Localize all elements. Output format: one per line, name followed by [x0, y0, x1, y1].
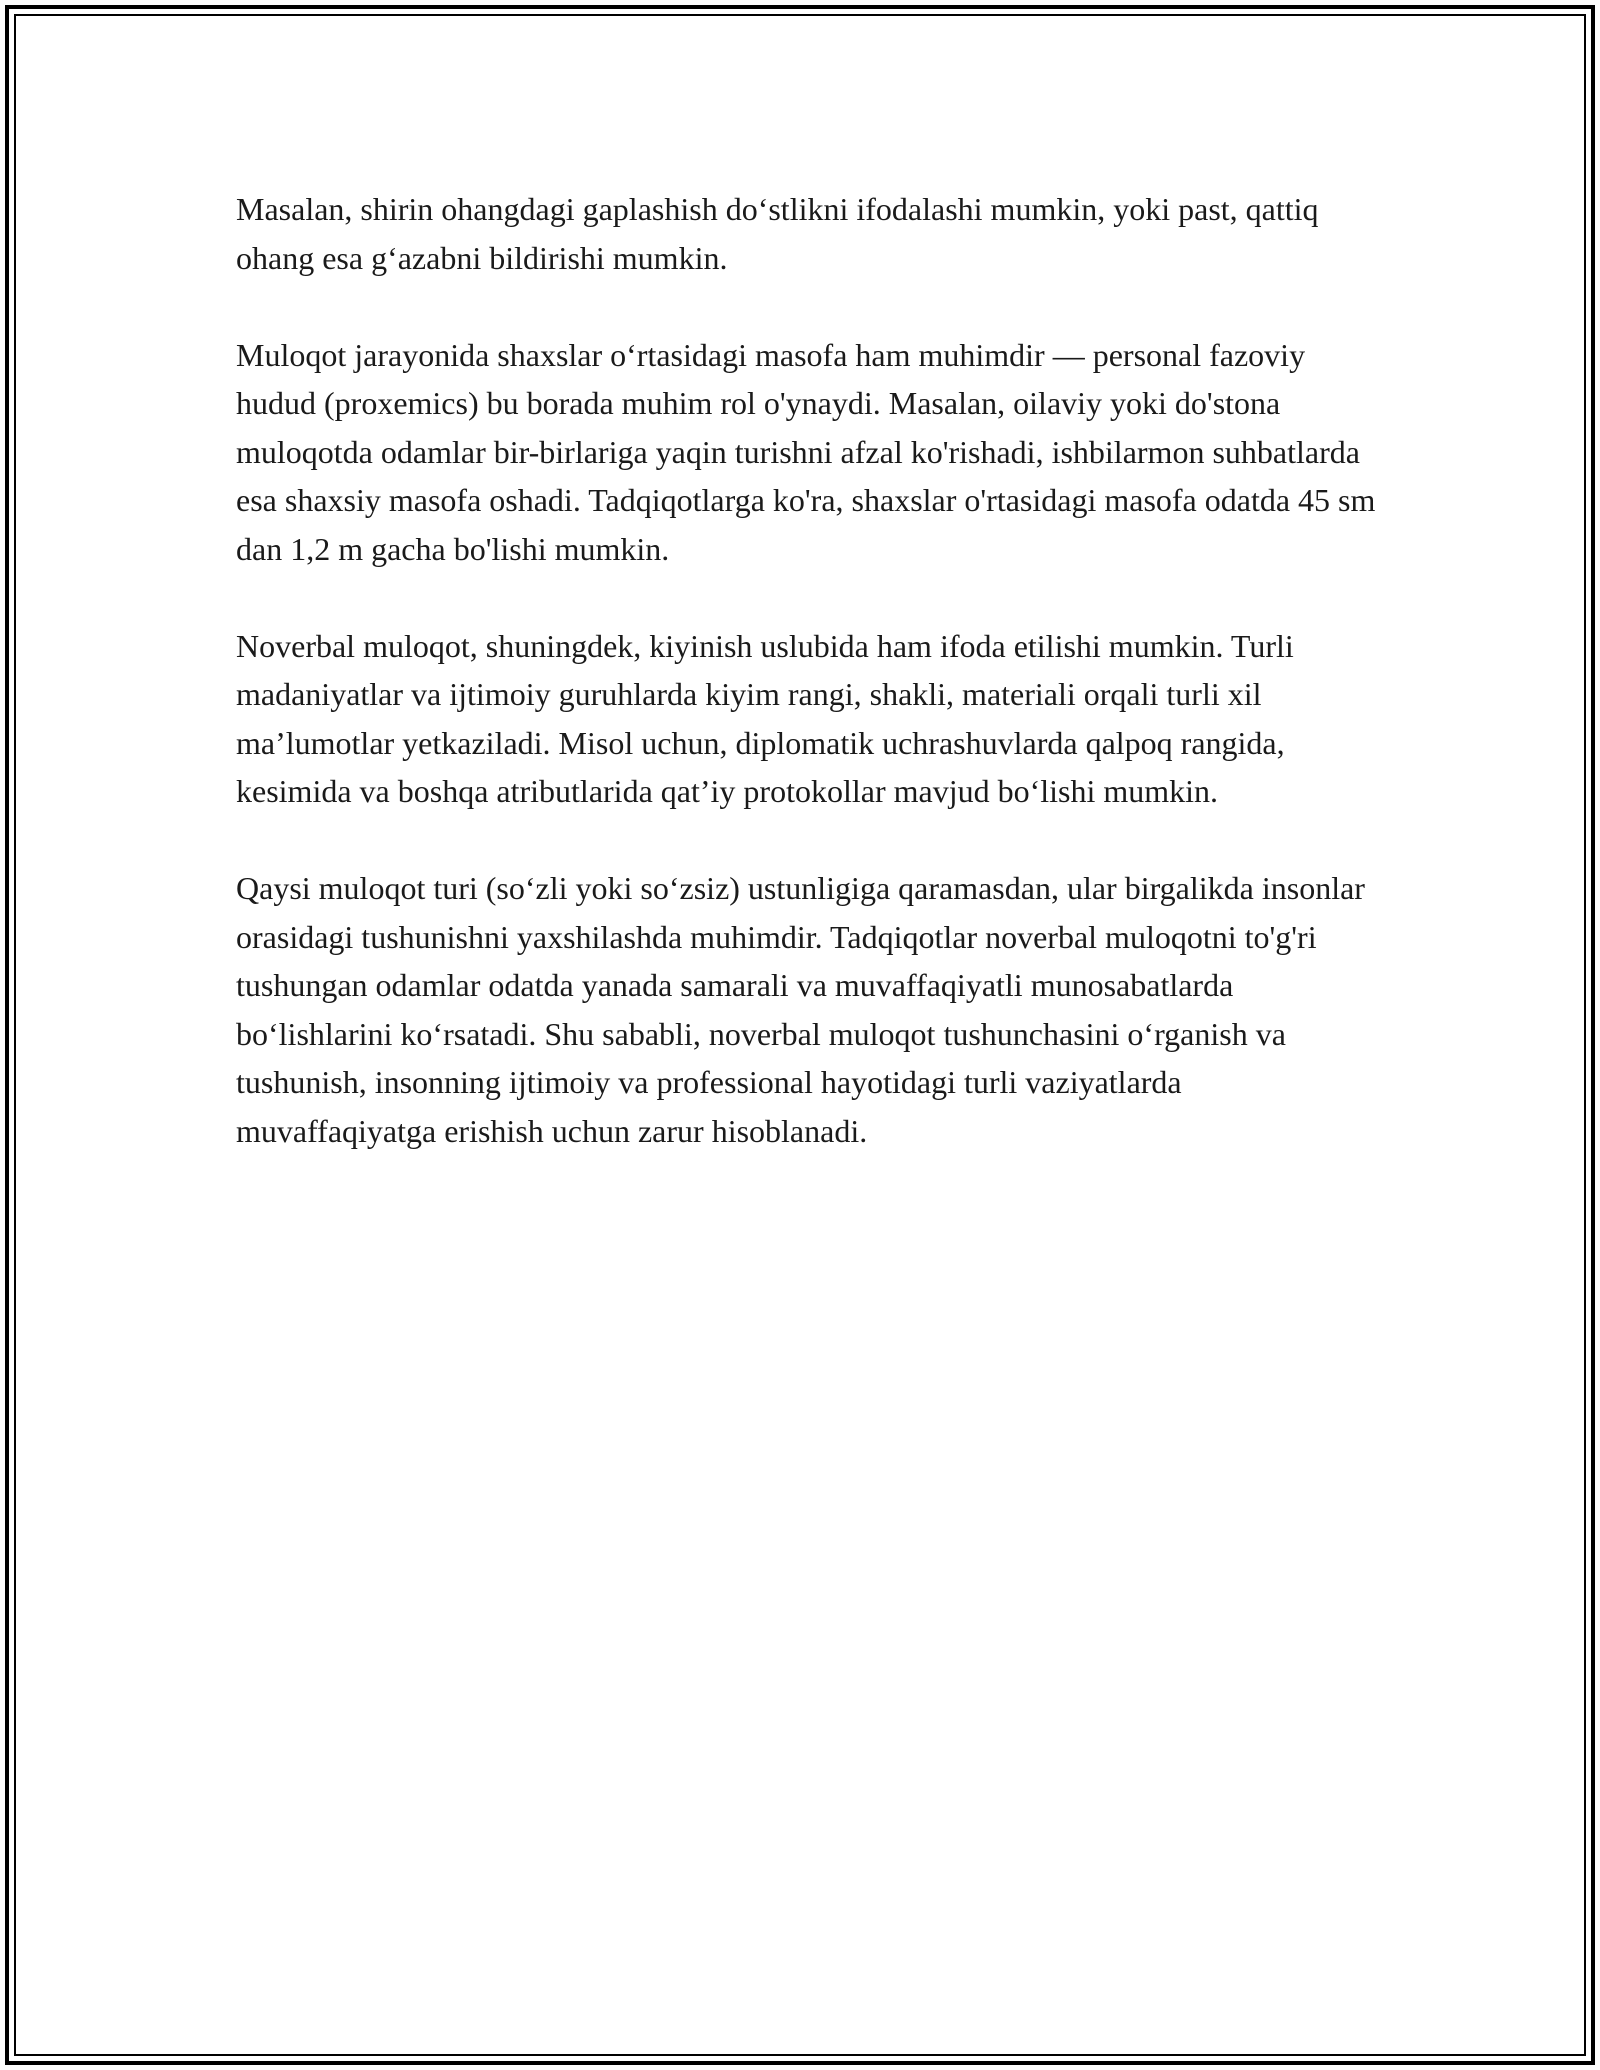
document-body [236, 185, 1386, 1204]
paragraph: Noverbal muloqot, shuningdek, kiyinish uslubida ham ifoda etilishi mumkin. Turli madaniyatlar va ijtimoiy guruhlarda kiyim rangi, shakli, materiali orqali turli xil ma’lumotlar yetkaziladi. Misol uchun, diplomatik uchrashuvlarda qalpoq rangida, kesimida va boshqa atributlarida qat’iy protokollar mavjud bo‘lishi mumkin. [236, 627, 1294, 809]
paragraph: Muloqot jarayonida shaxslar o‘rtasidagi masofa ham muhimdir — personal fazoviy hudud (proxemics) bu borada muhim rol o'ynaydi. Masalan, oilaviy yoki do'stona muloqotda odamlar bir-birlariga yaqin turishni afzal ko'rishadi, ishbilarmon suhbatlarda esa shaxsiy masofa oshadi. Tadqiqotlarga ko'ra, shaxslar o'rtasidagi masofa odatda 45 sm dan 1,2 m gacha bo'lishi mumkin. [236, 336, 1376, 567]
paragraph: Qaysi muloqot turi (so‘zli yoki so‘zsiz) ustunligiga qaramasdan, ular birgalikda insonlar orasidagi tushunishni yaxshilashda muhimdir. Tadqiqotlar noverbal muloqotni to'g'ri tushungan odamlar odatda yanada samarali va muvaffaqiyatli munosabatlarda bo‘lishlarini ko‘rsatadi. Shu sababli, noverbal muloqot tushunchasini o‘rganish va tushunish, insonning ijtimoiy va professional hayotidagi turli vaziyatlarda muvaffaqiyatga erishish uchun zarur hisoblanadi. [236, 870, 1365, 1149]
paragraph: Masalan, shirin ohangdagi gaplashish do‘stlikni ifodalashi mumkin, yoki past, qattiq ohang esa g‘azabni bildirishi mumkin. [236, 191, 1319, 276]
